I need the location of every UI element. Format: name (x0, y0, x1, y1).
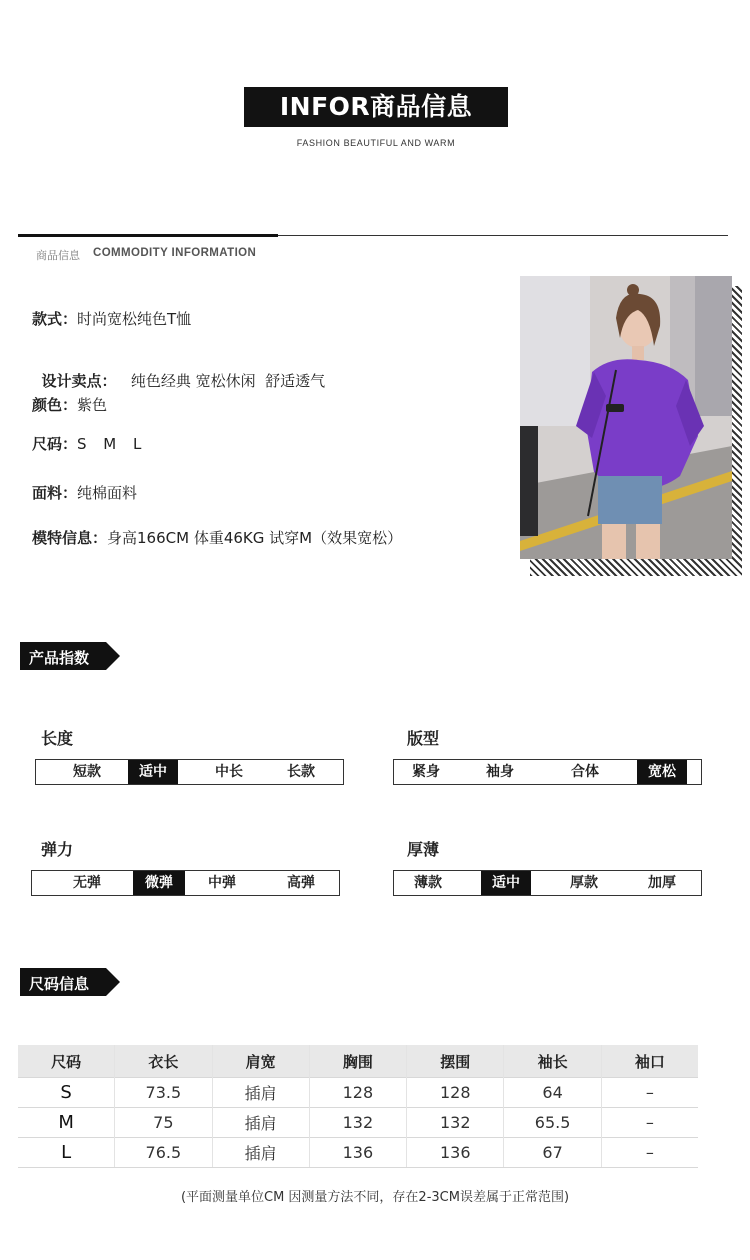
scale-option: 短款 (73, 764, 101, 780)
tag-product-index (20, 642, 120, 670)
table-cell: 132 (407, 1108, 504, 1138)
table-cell: S (18, 1078, 115, 1108)
scale-option-selected: 微弹 (133, 871, 185, 895)
scale-option-selected: 宽松 (637, 760, 687, 784)
column-header: 衣长 (115, 1045, 212, 1078)
size-table-header (18, 1045, 698, 1078)
commodity-label-en: COMMODITY INFORMATION (93, 247, 257, 259)
info-row-fabric (32, 482, 137, 503)
tag-size-info (20, 968, 120, 996)
table-cell: 64 (504, 1078, 601, 1108)
index-scale-elasticity (31, 870, 340, 896)
info-row-selling-points (32, 352, 325, 391)
table-cell: 插肩 (212, 1138, 309, 1168)
info-label: 颜色： (32, 396, 78, 414)
table-cell: 136 (309, 1138, 406, 1168)
table-cell: 76.5 (115, 1138, 212, 1168)
table-cell: – (601, 1138, 698, 1168)
info-label: 设计卖点： (41, 372, 117, 390)
index-scale-length (35, 759, 344, 785)
tag-label: 尺码信息 (29, 975, 90, 993)
index-scale-thickness (393, 870, 702, 896)
index-scale-fit (393, 759, 702, 785)
scale-option-selected: 适中 (128, 760, 178, 784)
table-cell: 75 (115, 1108, 212, 1138)
table-row (18, 1078, 698, 1108)
info-value: 纯色经典 宽松休闲 舒适透气 (116, 372, 326, 390)
info-row-model (32, 527, 402, 548)
tag-label: 产品指数 (29, 649, 90, 667)
scale-option: 加厚 (648, 875, 676, 891)
scale-option-selected: 适中 (481, 871, 531, 895)
measurement-note: (平面测量单位CM 因测量方法不同，存在2-3CM误差属于正常范围) (180, 1190, 570, 1205)
info-label: 模特信息： (32, 529, 108, 547)
table-cell: – (601, 1078, 698, 1108)
scale-option: 合体 (571, 764, 599, 780)
table-cell: 65.5 (504, 1108, 601, 1138)
scale-option: 薄款 (414, 875, 442, 891)
scale-option: 紧身 (412, 764, 440, 780)
index-title-length: 长度 (41, 729, 74, 748)
info-label: 面料： (32, 484, 78, 502)
table-row (18, 1138, 698, 1168)
info-row-sizes (32, 433, 147, 454)
scale-option: 厚款 (570, 875, 598, 891)
column-header: 摆围 (407, 1045, 504, 1078)
column-header: 胸围 (309, 1045, 406, 1078)
info-row-color (32, 394, 107, 415)
info-row-style (32, 308, 191, 329)
model-photo (520, 276, 732, 559)
index-title-thickness: 厚薄 (407, 840, 440, 859)
index-title-elasticity: 弹力 (41, 840, 74, 859)
table-cell: 67 (504, 1138, 601, 1168)
index-title-fit: 版型 (407, 729, 440, 748)
commodity-label-cn: 商品信息 (36, 249, 80, 262)
table-cell: – (601, 1108, 698, 1138)
table-cell: 73.5 (115, 1078, 212, 1108)
scale-option: 无弹 (73, 875, 101, 891)
size-table (18, 1045, 698, 1168)
scale-option: 中长 (215, 764, 243, 780)
info-value: 时尚宽松纯色T恤 (77, 310, 192, 328)
table-cell: L (18, 1138, 115, 1168)
scale-option: 高弹 (287, 875, 315, 891)
model-photo-illustration (520, 276, 732, 559)
info-label: 款式： (32, 310, 78, 328)
column-header: 袖长 (504, 1045, 601, 1078)
table-row (18, 1108, 698, 1138)
info-value: 纯棉面料 (77, 484, 138, 502)
column-header: 袖口 (601, 1045, 698, 1078)
section-divider-accent (18, 234, 278, 237)
info-value: 紫色 (77, 396, 108, 414)
table-cell: M (18, 1108, 115, 1138)
table-cell: 插肩 (212, 1108, 309, 1138)
column-header: 肩宽 (212, 1045, 309, 1078)
info-value: S M L (77, 435, 148, 453)
table-cell: 128 (309, 1078, 406, 1108)
scale-option: 长款 (287, 764, 315, 780)
table-cell: 136 (407, 1138, 504, 1168)
info-value: 身高166CM 体重46KG 试穿M（效果宽松） (107, 529, 403, 547)
table-cell: 132 (309, 1108, 406, 1138)
column-header: 尺码 (18, 1045, 115, 1078)
table-cell: 插肩 (212, 1078, 309, 1108)
table-cell: 128 (407, 1078, 504, 1108)
info-label: 尺码： (32, 435, 78, 453)
page-subtitle: FASHION BEAUTIFUL AND WARM (296, 138, 456, 148)
scale-option: 袖身 (486, 764, 514, 780)
scale-option: 中弹 (208, 875, 236, 891)
page-title: INFOR商品信息 (244, 87, 508, 127)
